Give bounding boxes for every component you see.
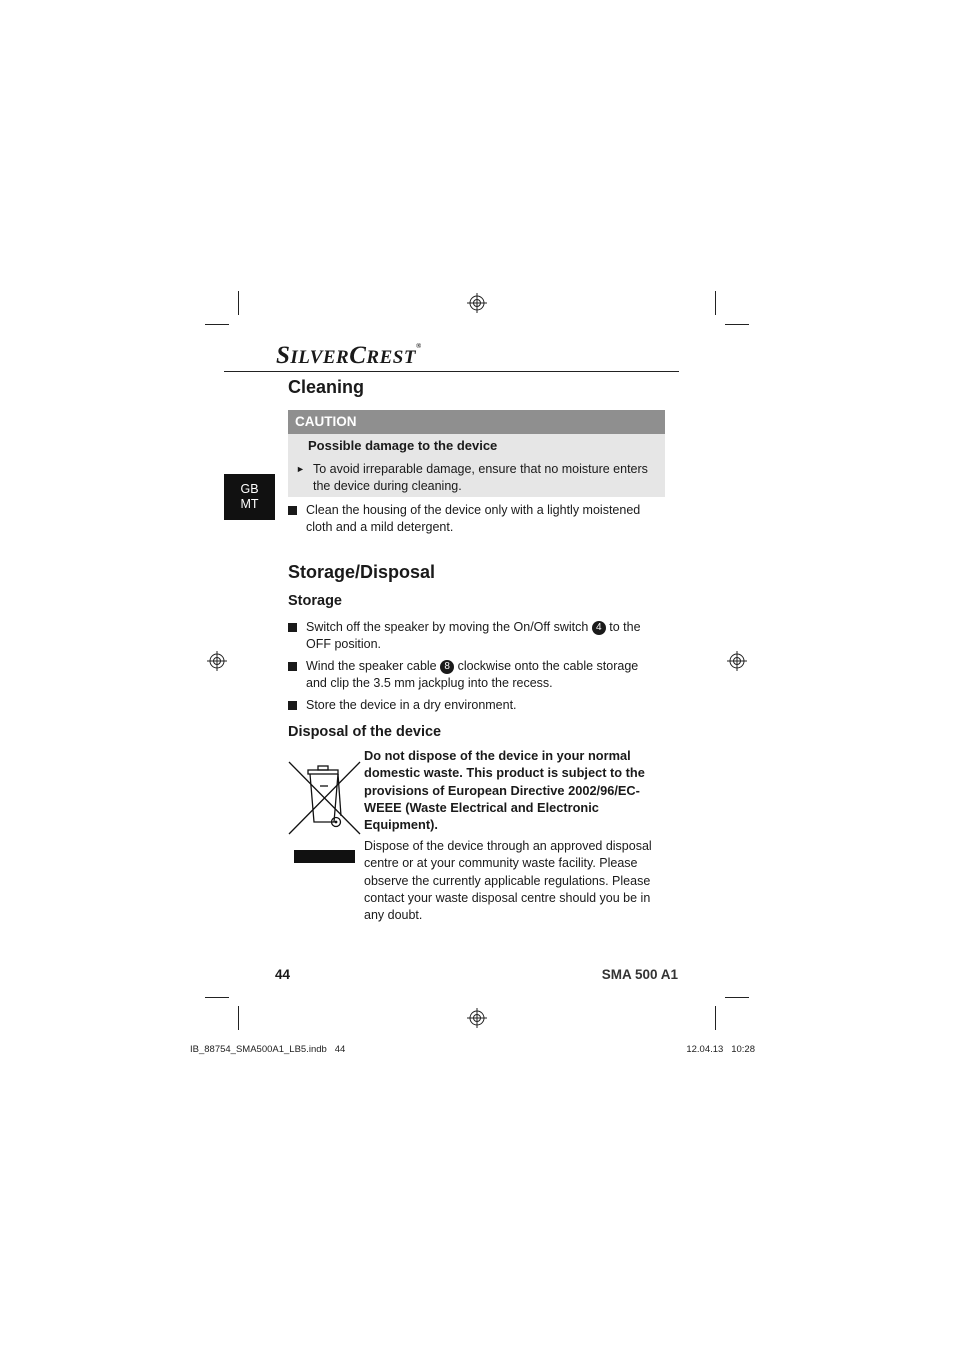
registration-mark-icon bbox=[467, 1008, 487, 1028]
disposal-warning: Do not dispose of the device in your normal domestic waste. This product is subject to the provisions of European Directive 2002/96/EC-WEEE (Waste Electrical and Electronic Equipment). bbox=[364, 748, 645, 833]
crop-mark bbox=[205, 997, 229, 998]
square-bullet-icon bbox=[288, 506, 297, 515]
header-rule bbox=[224, 371, 679, 372]
disposal-instructions: Dispose of the device through an approved disposal centre or at your community waste facility. Please observe the currently applicable regulations. Please contact your waste disposal centre should you be in any doubt. bbox=[364, 839, 652, 923]
section-heading-storage-disposal: Storage/Disposal bbox=[288, 562, 436, 582]
language-code: GB bbox=[240, 482, 259, 496]
crop-mark bbox=[238, 291, 239, 315]
list-item bbox=[288, 697, 653, 714]
square-bullet-icon bbox=[288, 701, 297, 710]
list-item bbox=[288, 502, 653, 537]
crop-mark bbox=[715, 291, 716, 315]
brand-logo: SILVERCREST® bbox=[276, 342, 422, 369]
crop-mark bbox=[205, 324, 229, 325]
caution-title: Possible damage to the device bbox=[308, 438, 498, 453]
crop-mark bbox=[725, 997, 749, 998]
callout-number-badge: 8 bbox=[440, 660, 454, 674]
list-item bbox=[288, 658, 653, 693]
crop-mark bbox=[238, 1006, 239, 1030]
registration-mark-icon bbox=[467, 293, 487, 313]
language-tab bbox=[224, 474, 275, 520]
list-item-text: Clean the housing of the device only with a lightly moistened cloth and a mild detergent. bbox=[306, 503, 641, 535]
square-bullet-icon bbox=[288, 662, 297, 671]
list-item-text: Wind the speaker cable 8 clockwise onto the cable storage and clip the 3.5 mm jackplug into the recess. bbox=[306, 659, 639, 691]
caution-item bbox=[296, 461, 656, 495]
page-number: 44 bbox=[275, 967, 291, 982]
weee-black-bar bbox=[294, 850, 355, 863]
language-code: MT bbox=[240, 497, 259, 511]
caution-text: To avoid irreparable damage, ensure that no moisture enters the device during cleaning. bbox=[313, 462, 648, 493]
callout-number-badge: 4 bbox=[592, 621, 606, 635]
list-item-text: Switch off the speaker by moving the On/Off switch 4 to the OFF position. bbox=[306, 620, 641, 652]
registration-mark-icon bbox=[727, 651, 747, 671]
crop-mark bbox=[715, 1006, 716, 1030]
caution-label: CAUTION bbox=[288, 410, 665, 434]
list-item-text: Store the device in a dry environment. bbox=[306, 698, 517, 712]
registration-mark-icon bbox=[207, 651, 227, 671]
crop-mark bbox=[725, 324, 749, 325]
subheading-storage: Storage bbox=[288, 593, 342, 609]
section-heading-cleaning: Cleaning bbox=[288, 377, 365, 397]
file-info: IB_88754_SMA500A1_LB5.indb 44 bbox=[190, 1044, 346, 1055]
list-item bbox=[288, 619, 653, 654]
model-number: SMA 500 A1 bbox=[601, 967, 678, 982]
subheading-disposal: Disposal of the device bbox=[288, 724, 442, 740]
print-date-time: 12.04.13 10:28 bbox=[686, 1044, 755, 1055]
crossed-out-wheelie-bin-icon bbox=[287, 760, 362, 838]
square-bullet-icon bbox=[288, 623, 297, 632]
triangle-arrow-icon: ► bbox=[296, 464, 305, 474]
